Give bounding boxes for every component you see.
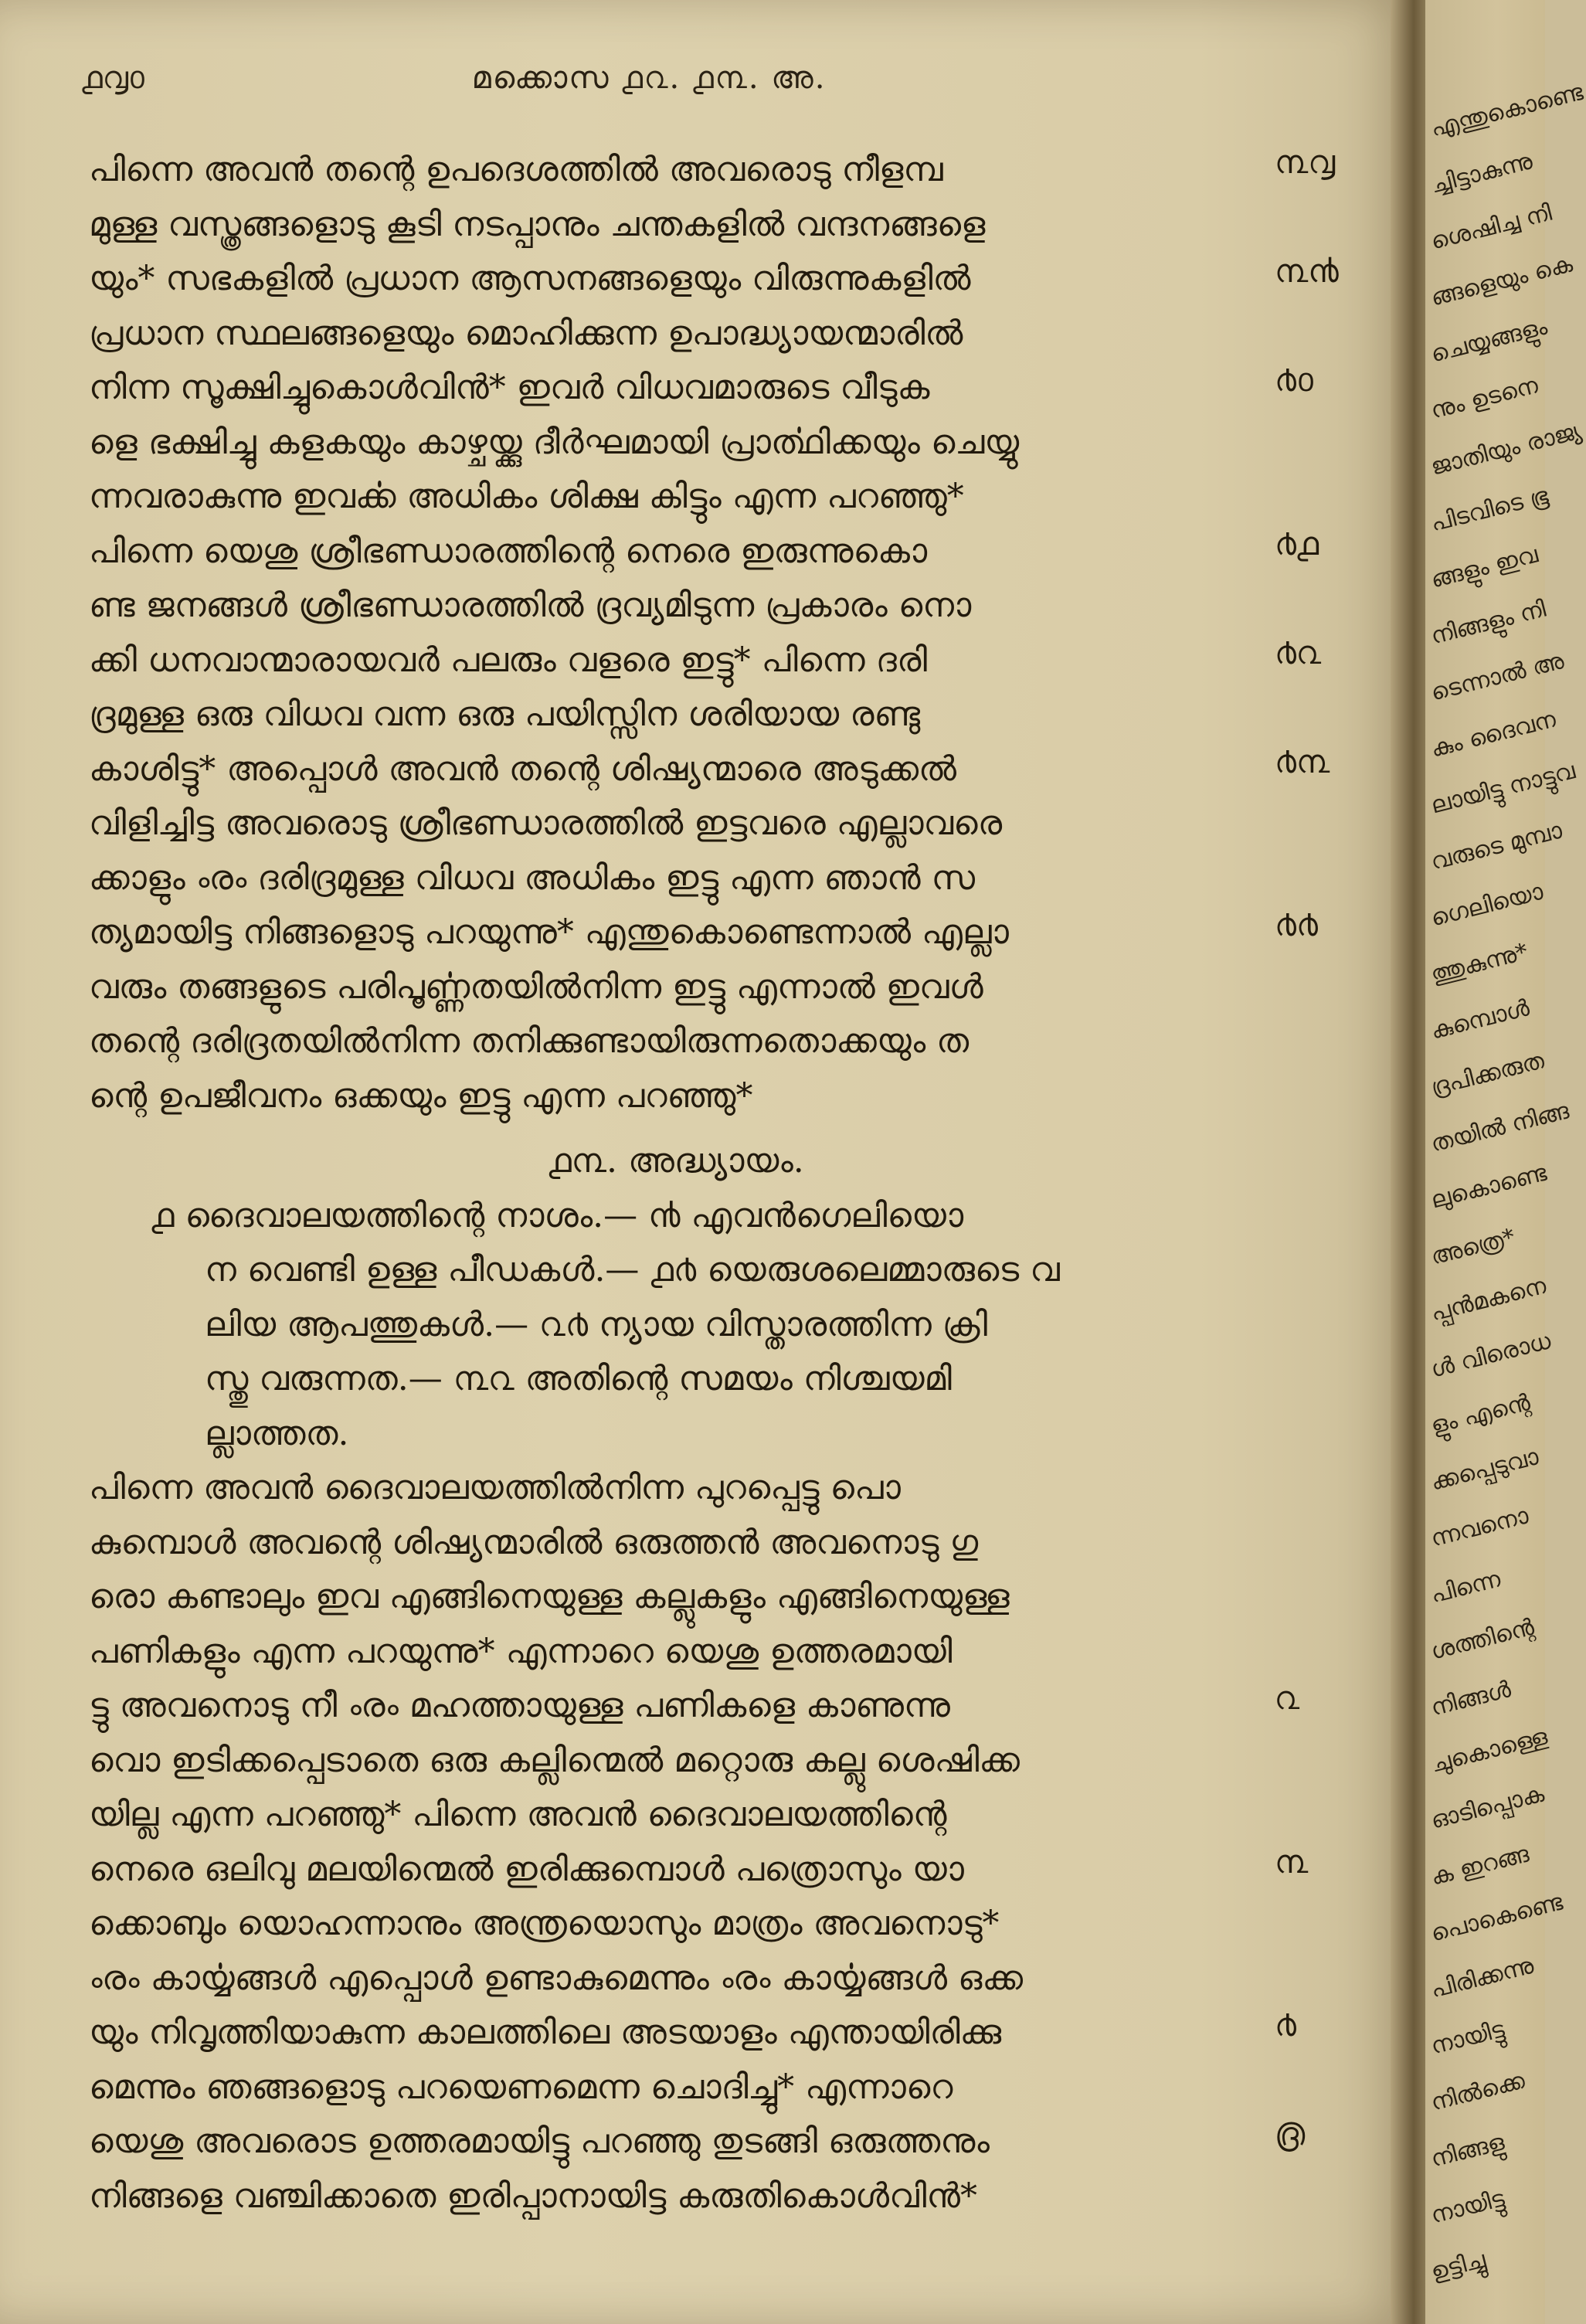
verse-number: ൪൩ [1275,742,1330,780]
text-line: ല്ലാത്തത. [205,1413,349,1453]
text-line: സ്തു വരുന്നത.— ൩൨ അതിന്റെ സമയം നിശ്ചയമി [205,1359,952,1398]
adjacent-page-text-fragment: തയിൽ നിങ്ങ [1428,1097,1572,1158]
text-line: ൟ കാൎയ്യങ്ങൾ എപ്പൊൾ ഉണ്ടാകുമെന്നും ൟ കാൎയ്യങ്ങൾ ഒക്ക [89,1958,1023,1998]
text-line: പിന്നെ യെശു ശ്രീഭണ്ഡാരത്തിന്റെ നെരെ ഇരുന്നുകൊ [89,531,928,571]
adjacent-page-text-fragment: ടെന്നാൽ അ [1428,647,1567,707]
text-line: പ്രധാന സ്ഥലങ്ങളെയും മൊഹിക്കുന്ന ഉപാദ്ധ്യായന്മാരിൽ [89,313,963,353]
adjacent-page-text-fragment: ൾ വിരൊധ [1428,1327,1554,1384]
adjacent-page-text-fragment: ത്തുകുന്നു* [1428,938,1531,989]
adjacent-page-text-fragment: എന്തുകൊണ്ടെ [1428,78,1586,143]
verse-number: ൩ [1275,1842,1309,1881]
text-line: യില്ല എന്ന പറഞ്ഞു* പിന്നെ അവൻ ദൈവാലയത്തിന്റെ [89,1795,947,1834]
verse-number: ൪൨ [1275,633,1322,671]
text-line: ണ്ട ജനങ്ങൾ ശ്രീഭണ്ഡാരത്തിൽ ദ്രവ്യമിടുന്ന പ്രകാരം നൊ [89,586,972,625]
text-line: ത്യമായിട്ട നിങ്ങളൊടു പറയുന്നു* എന്തുകൊണ്ടെന്നാൽ എല്ലാ [89,912,1009,952]
adjacent-page-text-fragment: ദ്രപിക്കരുത [1428,1047,1547,1102]
adjacent-page-text-fragment: നിൽക്കെ [1428,2067,1528,2117]
text-line: വിളിച്ചിട്ട അവരൊടു ശ്രീഭണ്ഡാരത്തിൽ ഇട്ടവരെ എല്ലാവരെ [89,804,1003,843]
text-line: ന്റെ ഉപജീവനം ഒക്കയും ഇട്ടു എന്ന പറഞ്ഞു* [89,1075,753,1116]
adjacent-page-text-fragment: ഗെലിയൊ [1428,878,1546,933]
adjacent-page-text-fragment: അത്രെ* [1428,1223,1518,1271]
chapter-summary [89,1189,1263,1462]
adjacent-page-text-fragment: ചെയ്യങ്ങളും [1428,313,1550,369]
text-line: ക്കി ധനവാന്മാരായവർ പലരും വളരെ ഇട്ടു* പിന്നെ ദരി [89,640,928,680]
adjacent-page-text-fragment: ങ്ങളെയും കെ [1428,250,1576,312]
text-line: പിന്നെ അവൻ തന്റെ ഉപദെശത്തിൽ അവരൊടു നീളമ്പ [89,150,943,189]
adjacent-page-text-fragment: ലുകൊണ്ടെ [1428,1159,1550,1215]
text-line: യും നിവൃത്തിയാകുന്ന കാലത്തിലെ അടയാളം എന്തായിരിക്കു [89,2013,1002,2052]
chapter-heading: ൧൩. അദ്ധ്യായം. [548,1141,804,1181]
adjacent-page-text-fragment: നും ഉടനെ [1428,372,1541,425]
text-line: വൊ ഇടിക്കപ്പെടാതെ ഒരു കല്ലിന്മെൽ മറ്റൊരു കല്ലു ശെഷിക്ക [89,1740,1020,1780]
text-line: രൊ കണ്ടാലും ഇവ എങ്ങിനെയുള്ള കല്ലുകളും എങ്ങിനെയുള്ള [89,1577,1010,1616]
text-block-top [89,143,1263,1123]
adjacent-page-text-fragment: ഓടിപ്പൊക [1428,1780,1547,1835]
body-text [89,143,1263,2224]
text-line: തന്റെ ദരിദ്രതയിൽനിന്ന തനിക്കുണ്ടായിരുന്നതൊക്കയും ത [89,1021,970,1061]
text-line: നിങ്ങളെ വഞ്ചിക്കാതെ ഇരിപ്പാനായിട്ട കരുതികൊൾവിൻ* [89,2176,978,2216]
adjacent-page-text-fragment: നായിട്ടു [1428,2185,1507,2230]
adjacent-page-text-fragment: ഉട്ടിച്ചു [1428,2246,1489,2286]
running-title: മക്കൊസ ൧൨. ൧൩. അ. [471,60,827,96]
verse-number: ൩൯ [1275,252,1339,290]
verse-number: ൪൪ [1275,905,1318,943]
verse-number: ൪൧ [1275,524,1319,562]
adjacent-page-text-fragment: ചുകൊള്ളെ [1428,1723,1550,1779]
text-block-bottom [89,1461,1263,2224]
text-line: യെശു അവരൊട ഉത്തരമായിട്ടു പറഞ്ഞു തുടങ്ങി ഒരുത്തനും [89,2122,990,2161]
text-line: മുള്ള വസ്ത്രങ്ങളൊടു കൂടി നടപ്പാനും ചന്തകളിൽ വന്ദനങ്ങളെ [89,204,986,244]
adjacent-page-text-fragment: നായിട്ടു [1428,2016,1507,2061]
adjacent-page-text-fragment: ളും എന്റെ [1428,1388,1533,1440]
text-line: യും* സഭകളിൽ പ്രധാന ആസനങ്ങളെയും വിരുന്നുകളിൽ [89,259,971,298]
text-line: കുമ്പൊൾ അവന്റെ ശിഷ്യന്മാരിൽ ഒരുത്തൻ അവനൊടു ഗു [89,1522,979,1562]
text-line: ക്കൊബും യൊഹന്നാനും അന്ത്രയൊസും മാത്രം അവനൊടു* [89,1904,1000,1943]
text-line: നെരെ ഒലിവു മലയിന്മെൽ ഇരിക്കുമ്പൊൾ പത്രൊസും യാ [89,1849,964,1889]
adjacent-page-text-fragment: നിങ്ങളു [1428,2129,1507,2173]
adjacent-page-text-fragment: കുമ്പൊൾ [1428,994,1533,1045]
text-line: ന്നവരാകുന്നു ഇവൎക്ക അധികം ശിക്ഷ കിട്ടും എന്ന പറഞ്ഞു* [89,477,964,516]
page-header [0,60,1410,114]
verse-number: ൪ [1275,2006,1296,2044]
adjacent-page-text-fragment: നിങ്ങൾ [1428,1676,1514,1722]
text-line: മെന്നും ഞങ്ങളൊടു പറയെണമെന്ന ചൊദിച്ചു* എന്നാറെ [89,2067,953,2107]
text-line: ലിയ ആപത്തുകൾ.— ൨൪ ന്യായ വിസ്താരത്തിന്ന ക്രി [205,1304,988,1344]
text-line: ക്കാളും ൟ ദരിദ്രമുള്ള വിധവ അധികം ഇട്ടു എന്ന ഞാൻ സ [89,858,975,898]
text-line: വരും തങ്ങളുടെ പരിപൂൎണ്ണതയിൽനിന്ന ഇട്ടു എന്നാൽ ഇവൾ [89,967,983,1007]
verse-number: ൩൮ [1275,143,1336,181]
verse-number: ൪൦ [1275,361,1313,399]
adjacent-page-text-fragment: ന്നവനൊ [1428,1502,1532,1553]
text-line: ദ്രമുള്ള ഒരു വിധവ വന്ന ഒരു പയിസ്സിന ശരിയായ രണ്ടു [89,695,921,734]
adjacent-page-text-fragment: പിടവിടെ ഭൂ [1428,482,1551,538]
adjacent-page-text-fragment: ജാതിയും രാജ്യ [1428,417,1584,481]
verse-number: ൨ [1275,1679,1300,1717]
adjacent-page-text-fragment: ങ്ങളും ഇവ [1428,541,1541,594]
adjacent-page-text-fragment: ക ഇറങ്ങ [1428,1840,1532,1891]
adjacent-page-text-fragment: ലായിട്ടു നാട്ടുവ [1428,757,1578,820]
text-line: നിന്ന സൂക്ഷിച്ചുകൊൾവിൻ* ഇവർ വിധവമാരുടെ വീടുക [89,368,930,407]
adjacent-page-text-fragment: വരുടെ മുമ്പാ [1428,817,1565,876]
adjacent-page-edge [1425,0,1586,2324]
text-line: ളെ ഭക്ഷിച്ചു കളകയും കാഴ്ചയ്ക്കു ദീർഘമായി പ്രാൎത്ഥിക്കയും ചെയ്യു [89,422,1020,462]
verse-number: ൫ [1275,2115,1306,2152]
text-line: ന വെണ്ടി ഉള്ള പീഡകൾ.— ൧൪ യെരുശലെമ്മാരുടെ വ [205,1250,1060,1289]
text-line: പണികളും എന്ന പറയുന്നു* എന്നാറെ യെശു ഉത്തരമായി [89,1631,953,1671]
adjacent-page-text-fragment: പിരിക്കന്നു [1428,1952,1537,2004]
adjacent-page-text-fragment: ശത്തിന്റെ [1428,1613,1537,1666]
text-line: ൧ ദൈവാലയത്തിന്റെ നാശം.— ൯ എവൻഗെലിയൊ [151,1195,964,1235]
adjacent-page-text-fragment: കും ദൈവന [1428,705,1559,763]
adjacent-page-text-fragment: നിങ്ങളും നി [1428,595,1549,651]
text-line: ട്ടു അവനൊടു നീ ൟ മഹത്തായുള്ള പണികളെ കാണുന്നു [89,1686,950,1725]
adjacent-page-text-fragment: പിന്നെ [1428,1565,1503,1609]
adjacent-page-text-fragment: ച്ചിട്ടാകുന്നു [1428,148,1536,199]
adjacent-page-text-fragment: ശെഷിച്ച നി [1428,199,1554,256]
adjacent-page-text-fragment: ക്കപ്പെടുവാ [1428,1443,1542,1497]
page-number: ൧൮൦ [81,60,144,96]
text-line: പിന്നെ അവൻ ദൈവാലയത്തിൽനിന്ന പുറപ്പെട്ടു പൊ [89,1468,901,1507]
adjacent-page-text-fragment: പൊകെണ്ടെ [1428,1888,1566,1948]
text-line: കാശിട്ടു* അപ്പൊൾ അവൻ തന്റെ ശിഷ്യന്മാരെ അടുക്കൽ [89,749,957,789]
adjacent-page-text-fragment: പ്പൻമകനെ [1428,1272,1549,1327]
